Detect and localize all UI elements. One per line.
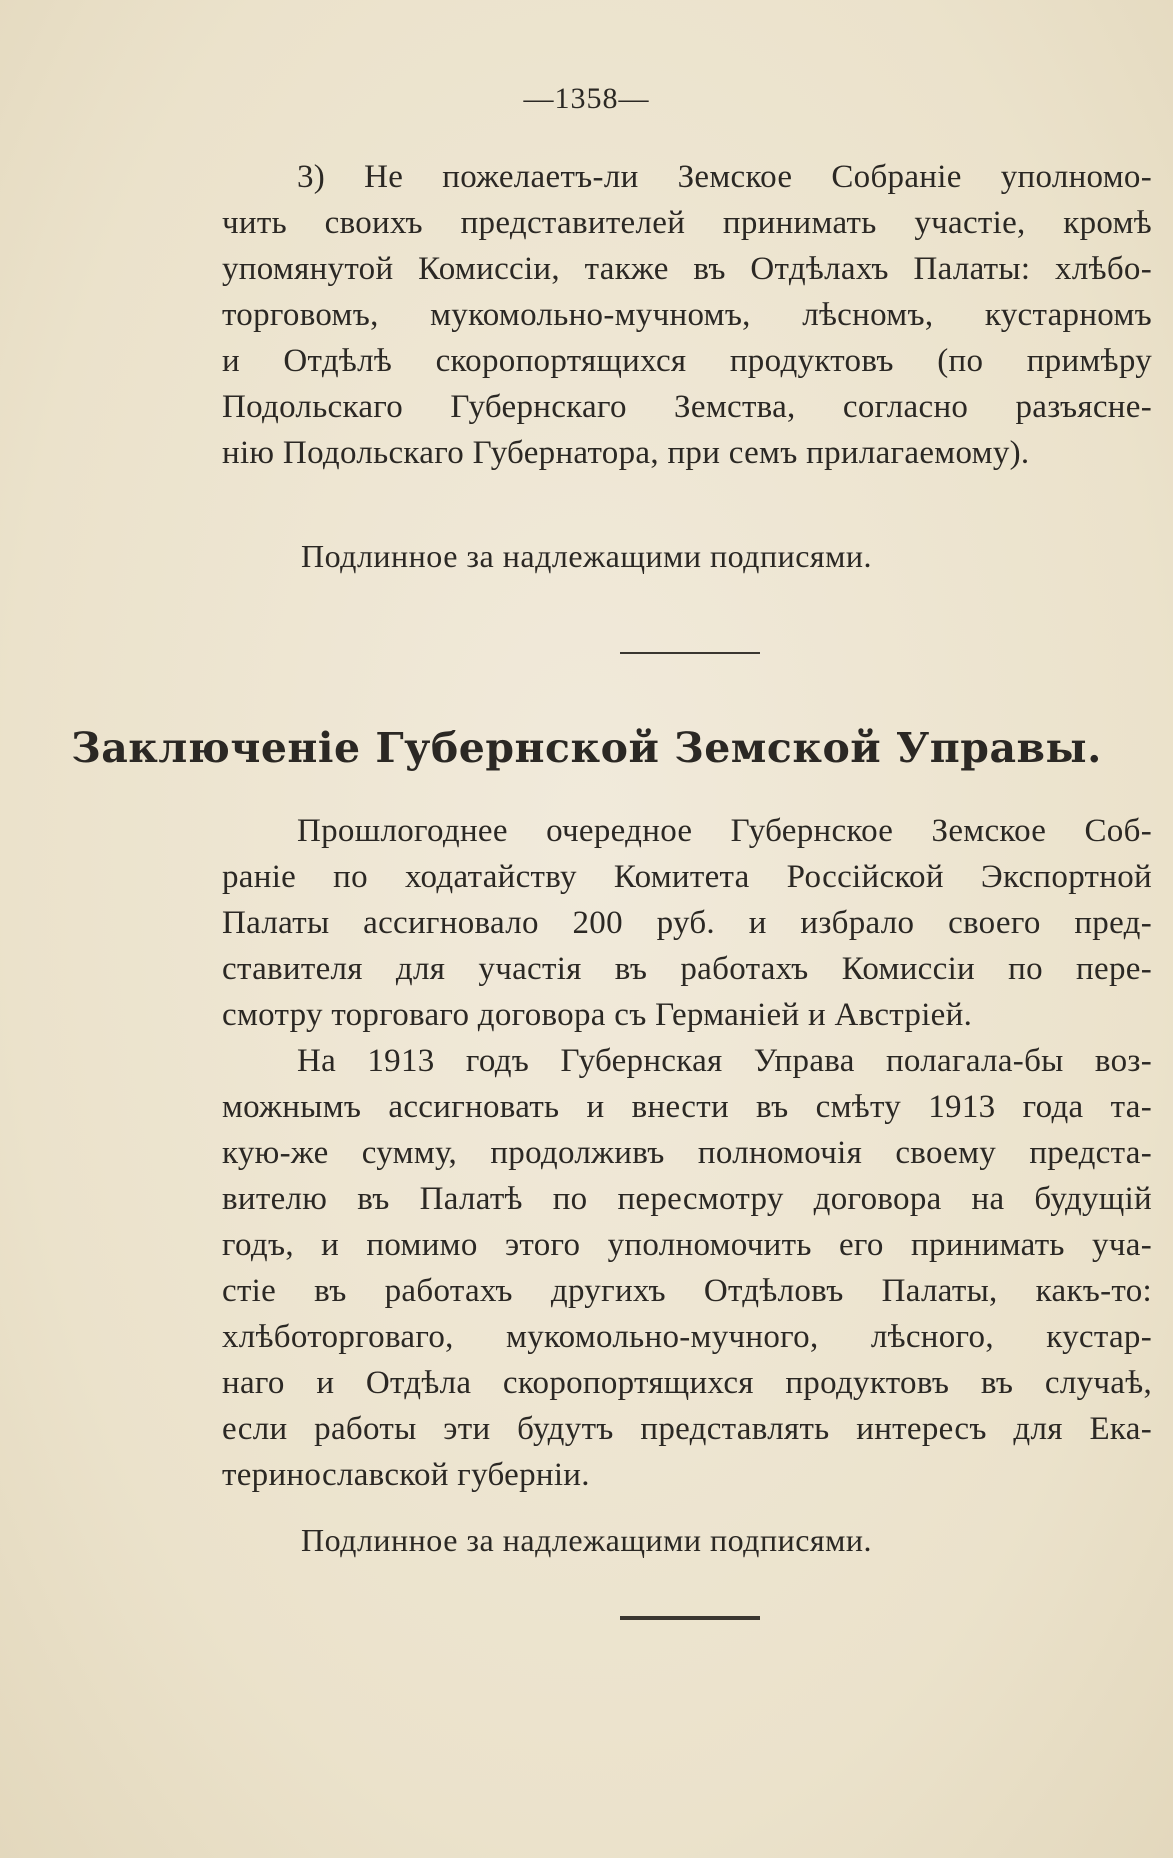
text-line: торговомъ, мукомольно-мучномъ, лѣсномъ, кустарномъ xyxy=(222,297,1152,333)
text-line: можнымъ ассигновать и внести въ смѣту 1913 года та- xyxy=(222,1089,1152,1125)
paragraph-2 xyxy=(222,1038,1152,1498)
text-line: годъ, и помимо этого уполномочить его принимать уча- xyxy=(222,1227,1152,1263)
text-line: вителю въ Палатѣ по пересмотру договора на будущій xyxy=(222,1181,1152,1217)
section-3-paragraph xyxy=(222,154,1152,476)
text-line: чить своихъ представителей принимать участіе, кромѣ xyxy=(222,205,1152,241)
text-line: смотру торговаго договора съ Германіей и Австріей. xyxy=(222,997,973,1033)
end-divider xyxy=(620,1616,760,1620)
text-line: наго и Отдѣла скоропортящихся продуктовъ въ случаѣ, xyxy=(222,1365,1152,1401)
section-divider xyxy=(620,652,760,654)
text-line: кую-же сумму, продолживъ полномочія своему предста- xyxy=(222,1135,1152,1171)
signature-note-2: Подлинное за надлежащими подписями. xyxy=(300,1522,872,1558)
text-line: Прошлогоднее очередное Губернское Земское Соб- xyxy=(297,813,1152,849)
text-line: нію Подольскаго Губернатора, при семъ прилагаемому). xyxy=(222,435,1030,471)
text-line: Палаты ассигновало 200 руб. и избрало своего пред- xyxy=(222,905,1152,941)
page-number: —1358— xyxy=(523,82,650,115)
text-line: 3) Не пожелаетъ-ли Земское Собраніе уполномо- xyxy=(297,159,1152,195)
text-line: и Отдѣлѣ скоропортящихся продуктовъ (по примѣру xyxy=(222,343,1152,379)
text-line: ставителя для участія въ работахъ Комиссіи по пере- xyxy=(222,951,1152,987)
text-line: теринославской губерніи. xyxy=(222,1457,590,1493)
text-line: На 1913 годъ Губернская Управа полагала-бы воз- xyxy=(297,1043,1152,1079)
text-line: если работы эти будутъ представлять интересъ для Ека- xyxy=(222,1411,1152,1447)
text-line: раніе по ходатайству Комитета Россійской Экспортной xyxy=(222,859,1152,895)
section-heading: Заключеніе Губернской Земской Управы. xyxy=(71,724,1102,772)
text-line: упомянутой Комиссіи, также въ Отдѣлахъ Палаты: хлѣбо- xyxy=(222,251,1152,287)
text-line: хлѣботорговаго, мукомольно-мучного, лѣсного, кустар- xyxy=(222,1319,1152,1355)
paragraph-1 xyxy=(222,808,1152,1038)
text-line: Подольскаго Губернскаго Земства, согласно разъясне- xyxy=(222,389,1152,425)
text-line: стіе въ работахъ другихъ Отдѣловъ Палаты, какъ-то: xyxy=(222,1273,1152,1309)
signature-note-1: Подлинное за надлежащими подписями. xyxy=(300,538,872,574)
